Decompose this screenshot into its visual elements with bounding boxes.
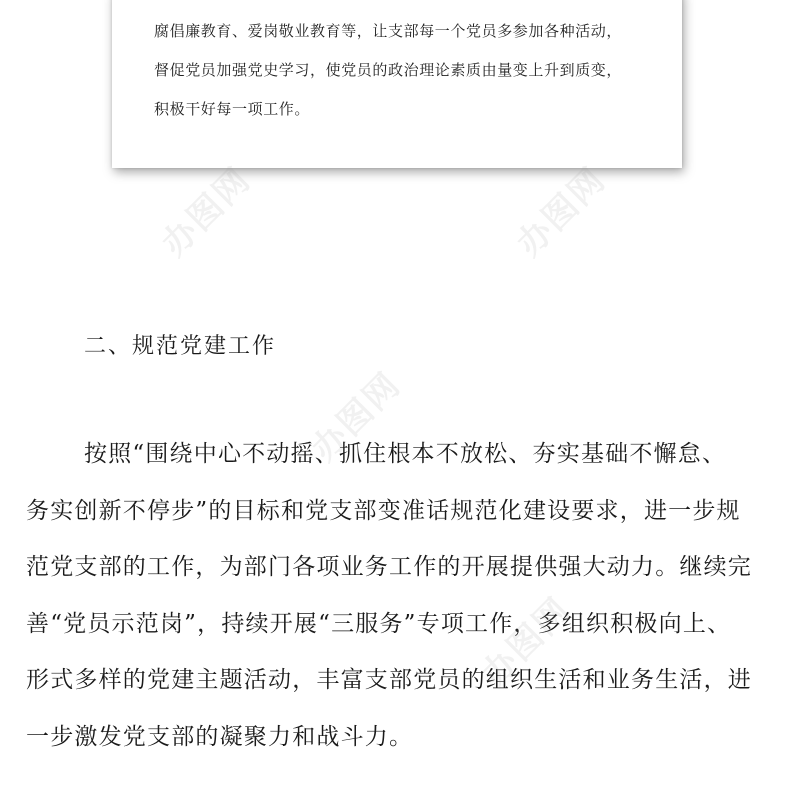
paragraph-line-6: 一步激发党支部的凝聚力和战斗力。 [26, 723, 414, 750]
paragraph-line-4: 善“党员示范岗”，持续开展“三服务”专项工作，多组织积极向上、 [26, 610, 732, 637]
card-line-3: 积极干好每一项工作。 [154, 100, 311, 118]
card-line-1: 腐倡廉教育、爱岗敬业教育等，让支部每一个党员多参加各种活动， [154, 22, 623, 40]
paragraph-line-5: 形式多样的党建主题活动，丰富支部党员的组织生活和业务生活，进 [26, 667, 752, 693]
watermark: 办图网 [474, 589, 579, 695]
section-paragraph [26, 426, 786, 765]
section-heading: 二、规范党建工作 [84, 334, 277, 359]
paragraph-line-1: 按照“围绕中心不动摇、抓住根本不放松、夯实基础不懈怠、 [84, 441, 727, 467]
paragraph-line-2: 务实创新不停步”的目标和党支部变准话规范化建设要求，进一步规 [26, 497, 741, 524]
card-line-2: 督促党员加强党史学习，使党员的政治理论素质由量变上升到质变， [154, 61, 623, 79]
watermark: 办图网 [304, 364, 409, 470]
watermark: 办图网 [509, 159, 614, 265]
quote-card [112, 0, 682, 168]
paragraph-line-3: 范党支部的工作，为部门各项业务工作的开展提供强大动力。继续完 [26, 554, 752, 580]
watermark: 办图网 [154, 159, 259, 265]
